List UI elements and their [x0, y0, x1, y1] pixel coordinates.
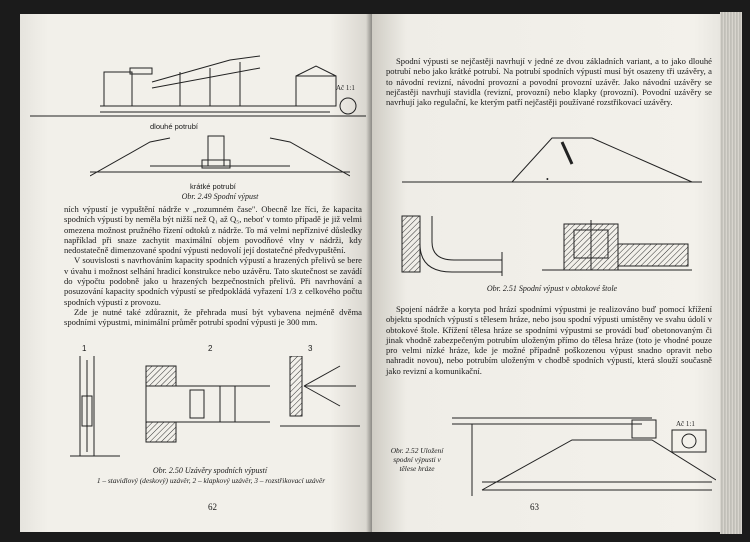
svg-text:Ač 1:1: Ač 1:1: [336, 84, 355, 92]
fig252-caption: Obr. 2.52 Uložení spodní výpusti v tělese hráze: [390, 446, 444, 473]
right-page: [372, 14, 722, 532]
fig251-caption: Obr. 2.51 Spodní výpust v obtokové štole: [486, 284, 618, 293]
left-body-text: [64, 204, 362, 328]
fig250-number-3: 3: [308, 344, 313, 353]
left-paragraph-2: V souvislosti s navrhováním kapacity spodních výpustí a hrazených přelivů se bere v úvahu i možnost selhání hradicí konstrukce nebo uzávěru. Tato skutečnost se zavádí do výpočtu podobně jako u hrazených bezpečnostních přelivů. Při navrhování a posuzování kapacity spodních výpustí se předpokládá vyřazení 1/3 z celkového počtu spodních výpustí z provozu.: [64, 255, 362, 307]
left-page-number: 62: [208, 502, 217, 512]
left-paragraph-3: Zde je nutné také zdůraznit, že přehrada musí být vybavena nejméně dvěma spodními výpustmi, minimální průměr potrubí spodní výpusti je 300 mm.: [64, 306, 362, 328]
figure-2-50-gates: [60, 356, 360, 464]
figure-2-49-long-pipe: [30, 42, 366, 124]
open-book: [14, 8, 740, 536]
figure-2-51-bypass-tunnel: [392, 124, 712, 280]
fig250-number-2: 2: [208, 344, 213, 353]
page-edges: [720, 12, 742, 534]
left-paragraph-1: ních výpustí je vypuštění nádrže v „rozumném čase". Obecně lze říci, že kapacita spodních výpustí by neměla být nižší než Q₁ až Q₅, neboť v tomto případě je již velmi omezena možnost pružného řízení odtoků z nádrže. To má velmi nepříznivé důsledky například při snaze zachytit maximální objem povodňové vlny v nádrži, kdy nedostatečně dimenzované spodní výpusti nedovolí její dostatečné předvypuštění.: [64, 204, 362, 256]
figure-2-49-short-pipe: [90, 132, 350, 182]
left-page: [20, 14, 372, 532]
fig250-caption-title: Obr. 2.50 Uzávěry spodních výpustí: [152, 466, 268, 475]
fig250-number-1: 1: [82, 344, 87, 353]
right-page-number: 63: [530, 502, 539, 512]
right-body-text-bottom: [386, 304, 712, 376]
figure-2-52-pipe-in-dam: [452, 400, 716, 500]
right-paragraph-1: Spodní výpusti se nejčastěji navrhují v jedné ze dvou základních variant, a to jako dlouhé potrubí nebo jako krátké potrubí. Na potrubí spodních výpustí musí být osazeny tři uzávěry, a to návodní revizní, návodní provozní a povodní provozní uzávěr. Jako návodní uzávěry se nejčastěji navrhují stavidla (revizní, provozní) nebo klapky (provozní). Povodní uzávěry se navrhují jako regulační, ke kterým patří nejčastěji používané rozstřikovací uzávěry.: [386, 56, 712, 108]
svg-text:•: •: [546, 175, 549, 184]
fig249-caption: Obr. 2.49 Spodní výpust: [181, 192, 259, 201]
right-body-text-top: [386, 56, 712, 107]
fig250-caption-legend: 1 – stavidlový (deskový) uzávěr, 2 – klapkový uzávěr, 3 – rozstřikovací uzávěr: [96, 476, 326, 485]
fig249-label-short: krátké potrubí: [190, 182, 236, 191]
fig249-label-long: dlouhé potrubí: [150, 122, 198, 131]
right-paragraph-2: Spojení nádrže a koryta pod hrází spodními výpustmi je realizováno buď pomocí křížení objektu spodních výpustí s tělesem hráze, nebo jsou spodní výpusti umístěny ve svahu údolí v obtokové štole. Křížení tělesa hráze se spodními výpustmi se provádí buď obetonovaným či jinak vhodně zabezpečeným potrubím uloženým přímo do tělesa hráze (toto je vhodné pouze pro velmi nízké hráze, kde je možné případně poškozenou výpust snadno opravit nebo nahradit novou), nebo potrubím uloženým v chodbě spodních výpustí, která slouží současně jako revizní a komunikační.: [386, 304, 712, 376]
svg-text:Ač 1:1: Ač 1:1: [676, 420, 695, 428]
